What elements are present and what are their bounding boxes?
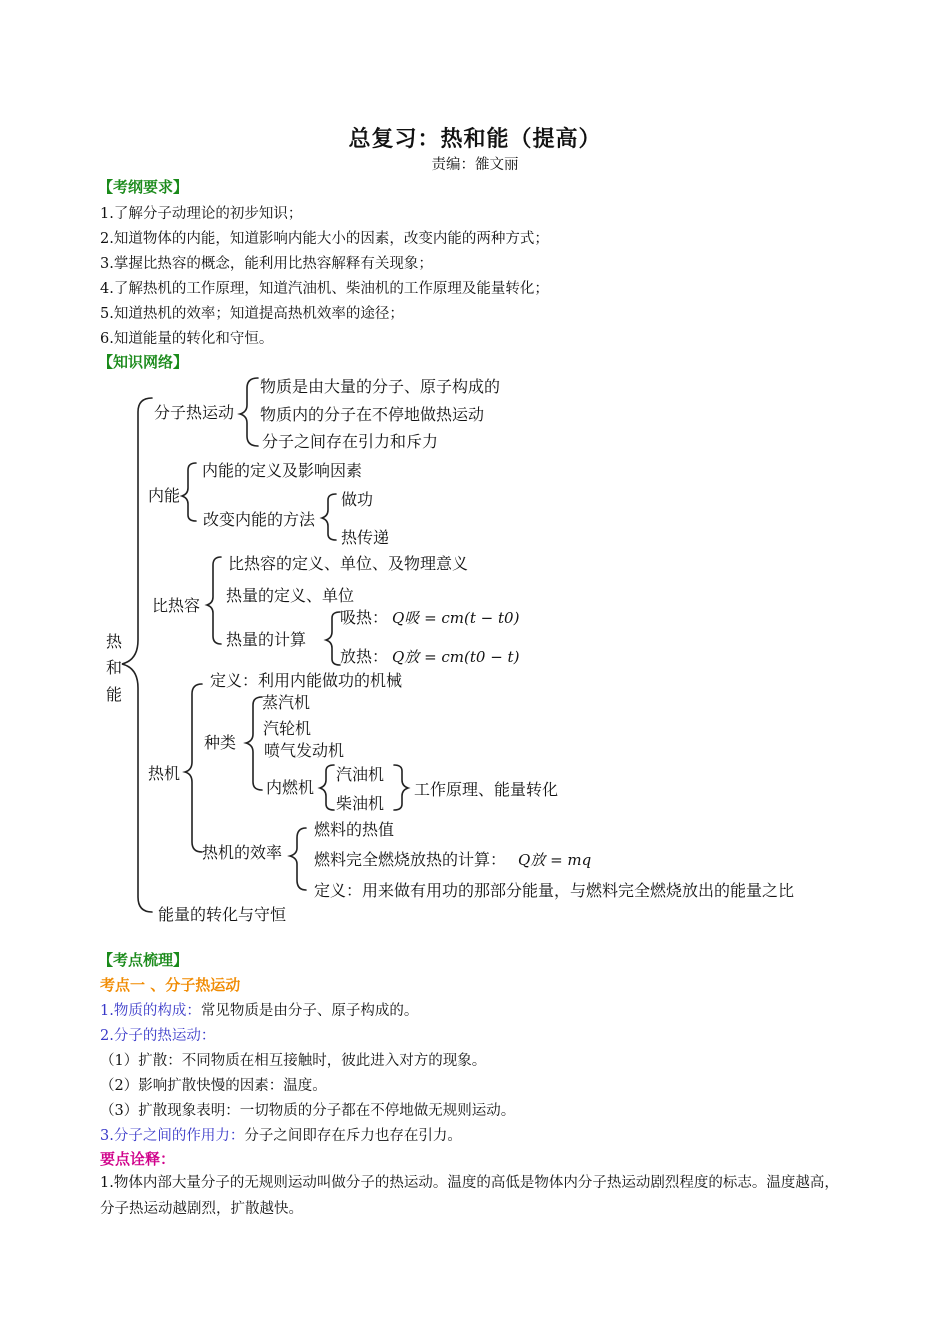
point2-subitem: （2）影响扩散快慢的因素：温度。 xyxy=(100,1078,327,1094)
points-header: 【考点梳理】 xyxy=(98,951,189,969)
point-item-1 xyxy=(100,999,418,1020)
requirement-item: 2.知道物体的内能，知道影响内能大小的因素，改变内能的两种方式； xyxy=(100,231,549,247)
node-internal-energy: 内能 xyxy=(148,486,181,505)
node-change-methods: 改变内能的方法 xyxy=(203,510,316,529)
node-method: 做功 xyxy=(341,490,374,509)
point1-title: 考点一 、分子热运动 xyxy=(100,976,241,994)
node-engine-type: 蒸汽机 xyxy=(262,693,311,712)
root-char: 和 xyxy=(106,658,123,677)
node-engine-type: 喷气发动机 xyxy=(264,741,345,760)
node-specific-heat-definition: 比热容的定义、单位、及物理意义 xyxy=(228,554,469,573)
node-ice: 内燃机 xyxy=(266,778,315,797)
requirements-header: 【考纲要求】 xyxy=(98,178,189,196)
requirement-item: 1.了解分子动理论的初步知识； xyxy=(100,206,303,222)
release-formula: Q放 = cm(t0 − t) xyxy=(392,648,520,666)
node-release-label: 放热： xyxy=(340,647,389,666)
author-line: 责编：雒文丽 xyxy=(431,157,519,173)
point2-subitem: （3）扩散现象表明：一切物质的分子都在不停地做无规则运动。 xyxy=(100,1103,516,1119)
node-internal-definition: 内能的定义及影响因素 xyxy=(202,461,363,480)
page-title: 总复习：热和能（提高） xyxy=(348,127,602,152)
node-specific-heat: 比热容 xyxy=(152,596,201,615)
node-engine-types: 种类 xyxy=(204,733,237,752)
node-conservation: 能量的转化与守恒 xyxy=(158,905,287,924)
requirement-item: 4.了解热机的工作原理，知道汽油机、柴油机的工作原理及能量转化； xyxy=(100,281,549,297)
node-absorb-label: 吸热： xyxy=(340,608,389,627)
node-engine-definition: 定义：利用内能做功的机械 xyxy=(210,671,403,690)
node-molecular: 分子热运动 xyxy=(154,403,235,422)
node-heat-calc: 热量的计算 xyxy=(226,630,307,649)
node-heat-engine: 热机 xyxy=(148,764,181,783)
point-text: 分子之间即存在斥力也存在引力。 xyxy=(244,1128,462,1144)
knowledge-network-mindmap xyxy=(0,365,950,935)
node-efficiency-item: 燃料完全燃烧放热的计算： xyxy=(314,850,507,869)
absorb-formula: Q吸 = cm(t − t0) xyxy=(392,609,520,627)
requirement-item: 5.知道热机的效率；知道提高热机效率的途径； xyxy=(100,306,404,322)
point-label-2: 2.分子的热运动： xyxy=(100,1028,216,1044)
requirement-item: 6.知道能量的转化和守恒。 xyxy=(100,331,274,347)
node-molecular-item: 物质是由大量的分子、原子构成的 xyxy=(260,377,501,396)
requirement-item: 3.掌握比热容的概念，能利用比热容解释有关现象； xyxy=(100,256,433,272)
node-method: 热传递 xyxy=(341,528,390,547)
fuel-formula: Q放 = mq xyxy=(518,851,592,869)
root-char: 热 xyxy=(106,632,123,651)
key-notes-paragraph: 1.物体内部大量分子的无规则运动叫做分子的热运动。温度的高低是物体内分子热运动剧烈程度的标志。温度越高，分子热运动越剧烈，扩散越快。 xyxy=(100,1175,839,1217)
node-efficiency-item: 定义：用来做有用功的那部分能量，与燃料完全燃烧放出的能量之比 xyxy=(314,881,795,900)
node-ice-type: 汽油机 xyxy=(336,765,385,784)
node-efficiency: 热机的效率 xyxy=(202,843,283,862)
point-label: 1.物质的构成： xyxy=(100,1003,201,1019)
key-notes-title: 要点诠释： xyxy=(100,1150,176,1168)
point-text: 常见物质是由分子、原子构成的。 xyxy=(200,1003,419,1019)
node-efficiency-item: 燃料的热值 xyxy=(314,820,395,839)
point2-subitem: （1）扩散：不同物质在相互接触时，彼此进入对方的现象。 xyxy=(100,1053,487,1069)
node-heat-definition: 热量的定义、单位 xyxy=(226,586,355,605)
node-ice-note: 工作原理、能量转化 xyxy=(414,780,559,799)
root-char: 能 xyxy=(106,685,123,704)
node-molecular-item: 物质内的分子在不停地做热运动 xyxy=(260,405,485,424)
node-engine-type: 汽轮机 xyxy=(263,719,312,738)
point-label: 3.分子之间的作用力： xyxy=(100,1128,245,1144)
network-header: 【知识网络】 xyxy=(98,353,189,371)
point-item-3 xyxy=(100,1124,462,1145)
node-ice-type: 柴油机 xyxy=(336,794,385,813)
node-molecular-item: 分子之间存在引力和斥力 xyxy=(262,432,439,451)
